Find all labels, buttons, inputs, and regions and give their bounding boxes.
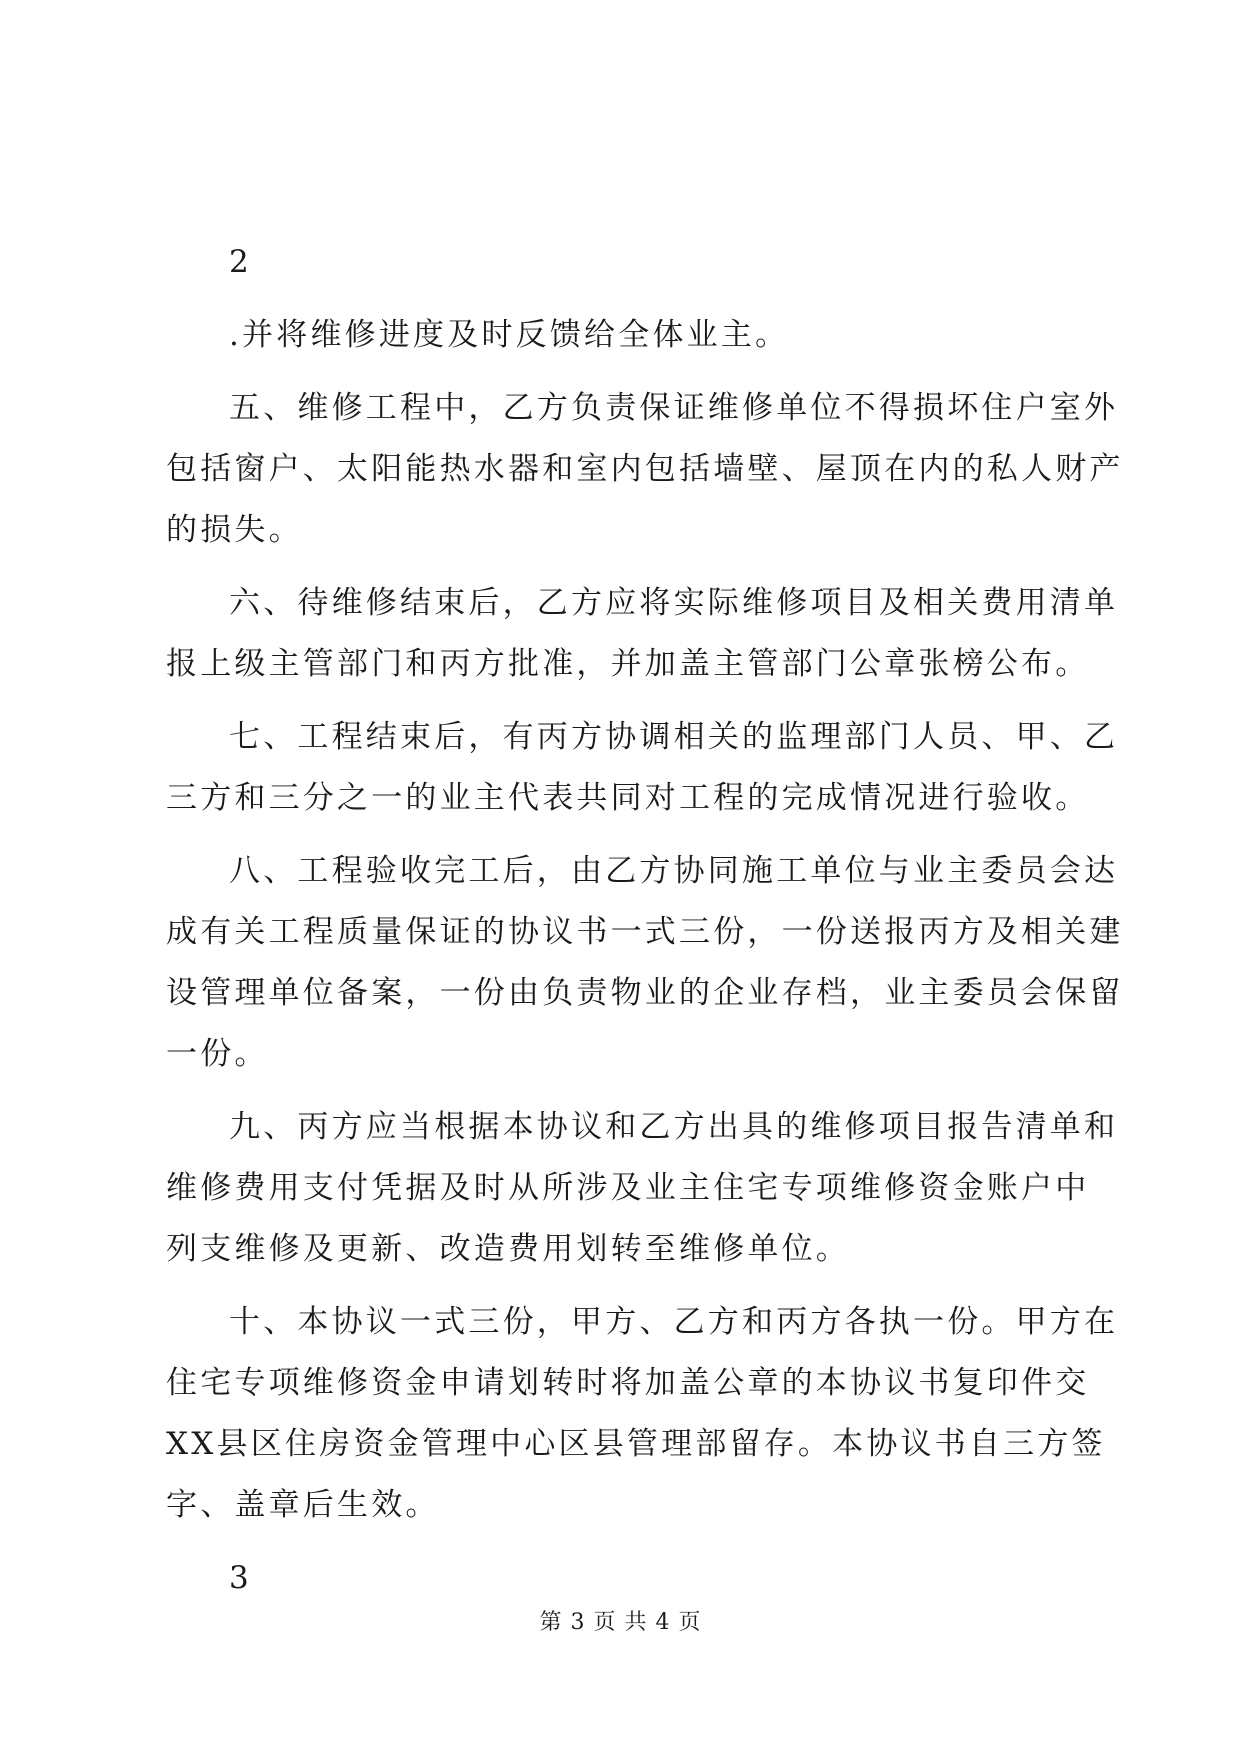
text-line: 九、丙方应当根据本协议和乙方出具的维修项目报告清单和 — [229, 1109, 1119, 1145]
paragraph-gap — [166, 1536, 1084, 1548]
text-line: 五、维修工程中，乙方负责保证维修单位不得损坏住户室外 — [229, 390, 1119, 426]
paragraph-gap — [166, 293, 1084, 305]
paragraph-gap — [166, 366, 1084, 378]
paragraph-gap — [166, 1085, 1084, 1097]
paragraph-gap — [166, 829, 1084, 841]
text-line: 3 — [229, 1560, 252, 1596]
text-line: XX县区住房资金管理中心区县管理部留存。本协议书自三方签 — [166, 1426, 1106, 1462]
text-line: 十、本协议一式三份，甲方、乙方和丙方各执一份。甲方在 — [229, 1304, 1119, 1340]
text-line: 2 — [229, 244, 252, 280]
text-line: .并将维修进度及时反馈给全体业主。 — [229, 317, 790, 353]
text-line: 八、工程验收完工后，由乙方协同施工单位与业主委员会达 — [229, 853, 1119, 889]
text-line: 三方和三分之一的业主代表共同对工程的完成情况进行验收。 — [166, 780, 1090, 816]
page-footer: 第 3 页 共 4 页 — [539, 1610, 702, 1635]
text-line: 列支维修及更新、改造费用划转至维修单位。 — [166, 1231, 850, 1267]
paragraph-gap — [166, 561, 1084, 573]
text-line: 维修费用支付凭据及时从所涉及业主住宅专项维修资金账户中 — [166, 1170, 1090, 1206]
document-body — [166, 232, 1124, 1609]
text-line: 一份。 — [166, 1036, 269, 1072]
text-line: 包括窗户、太阳能热水器和室内包括墙壁、屋顶在内的私人财产 — [166, 451, 1124, 487]
paragraph-gap — [166, 1280, 1084, 1292]
text-line: 成有关工程质量保证的协议书一式三份，一份送报丙方及相关建 — [166, 914, 1124, 950]
paragraph-gap — [166, 695, 1084, 707]
text-line: 六、待维修结束后，乙方应将实际维修项目及相关费用清单 — [229, 585, 1119, 621]
text-line: 字、盖章后生效。 — [166, 1487, 440, 1523]
text-line: 报上级主管部门和丙方批准，并加盖主管部门公章张榜公布。 — [166, 646, 1090, 682]
text-line: 的损失。 — [166, 512, 303, 548]
text-line: 设管理单位备案，一份由负责物业的企业存档，业主委员会保留 — [166, 975, 1124, 1011]
text-line: 七、工程结束后，有丙方协调相关的监理部门人员、甲、乙 — [229, 719, 1119, 755]
text-line: 住宅专项维修资金申请划转时将加盖公章的本协议书复印件交 — [166, 1365, 1090, 1401]
